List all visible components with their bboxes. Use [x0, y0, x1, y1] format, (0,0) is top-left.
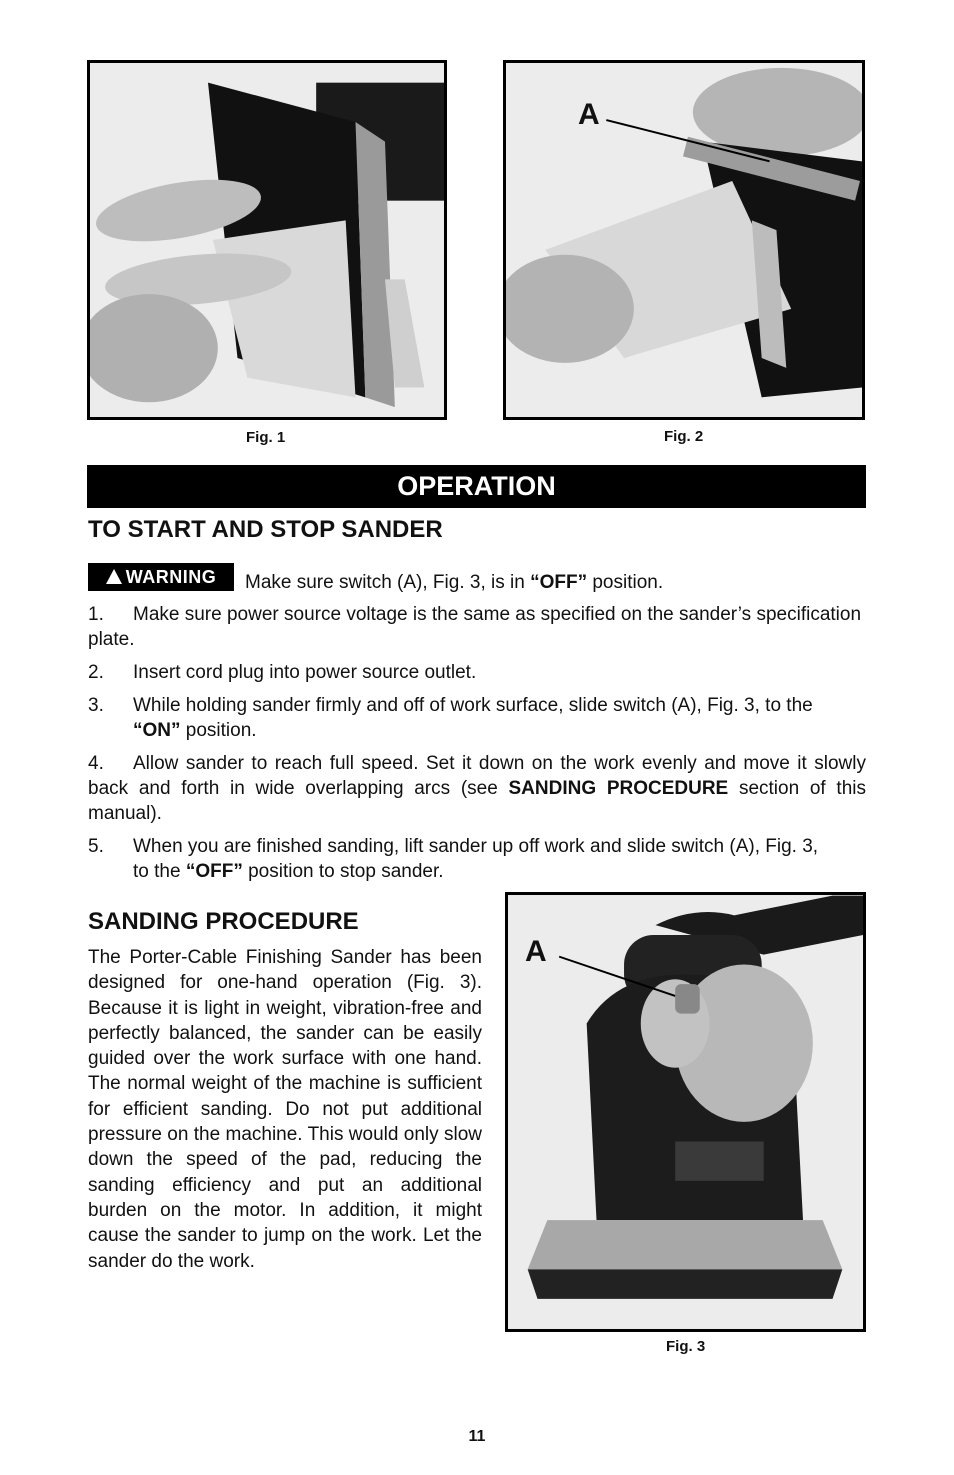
step-text-bold: SANDING PROCEDURE [508, 778, 729, 799]
figure-3-photo [505, 892, 866, 1332]
sanding-procedure-text: The Porter-Cable Finishing Sander has been designed for one-hand operation (Fig. 3). Because it is light in weight, vibration-free and perfectly balanced, the sander can be easily guided over the work surface with one hand. The normal weight of the machine is sufficient for efficient sanding. Do not put additional pressure on the machine. This would only slow down the speed of the pad, reducing the sanding efficiency and put an additional burden on the motor. In addition, it might cause the sander to jump on the work. Let the sander do the work. [88, 947, 482, 1272]
figure-1-photo [87, 60, 447, 420]
step-number: 4. [88, 753, 104, 774]
step-number: 5. [88, 836, 104, 857]
step-text-bold: “OFF” [185, 861, 243, 882]
step-5 [88, 834, 866, 884]
figure-1-caption: Fig. 1 [246, 429, 286, 446]
step-1 [88, 602, 866, 652]
warning-text-pre: Make sure switch (A), Fig. 3, is in [245, 572, 531, 593]
step-2 [88, 660, 866, 685]
step-text: While holding sander firmly and off of work surface, slide switch (A), Fig. 3, to the [133, 695, 813, 716]
warning-text-post: position. [587, 572, 664, 593]
warning-text-bold: “OFF” [530, 572, 588, 593]
step-text-post: section of this manual). [88, 778, 866, 824]
step-text-post: position. [180, 720, 257, 741]
warning-badge [88, 563, 234, 591]
step-4 [88, 751, 866, 826]
step-number: 2. [88, 662, 104, 683]
figure-3-callout-a: A [525, 935, 547, 968]
section-banner: OPERATION [87, 465, 866, 508]
warning-text [245, 570, 663, 595]
step-number: 3. [88, 695, 104, 716]
step-text: When you are finished sanding, lift sander up off work and slide switch (A), Fig. 3, to the [133, 836, 819, 882]
sander-one-hand-illustration [508, 895, 863, 1329]
start-stop-heading: TO START AND STOP SANDER [88, 516, 443, 543]
sander-paper-attach-illustration [90, 63, 444, 417]
step-3 [88, 693, 866, 743]
step-text: Allow sander to reach full speed. Set it down on the work evenly and move it slowly back and forth in wide overlapping arcs (see [88, 753, 866, 799]
figure-2-caption: Fig. 2 [664, 428, 704, 445]
page-number: 11 [468, 1428, 486, 1445]
figure-3-caption: Fig. 3 [666, 1338, 706, 1355]
warning-label: WARNING [125, 567, 217, 587]
sanding-procedure-heading: SANDING PROCEDURE [88, 908, 359, 935]
figure-2-callout-a: A [578, 98, 600, 131]
warning-icon [106, 569, 122, 584]
step-text: Make sure power source voltage is the same as specified on the sander’s specification plate. [88, 604, 862, 650]
sander-paper-clamp-illustration [506, 63, 862, 417]
step-text-post: position to stop sander. [242, 861, 444, 882]
step-text-bold: “ON” [133, 720, 181, 741]
figure-2-photo [503, 60, 865, 420]
step-number: 1. [88, 604, 104, 625]
step-text: Insert cord plug into power source outlet. [133, 662, 477, 683]
